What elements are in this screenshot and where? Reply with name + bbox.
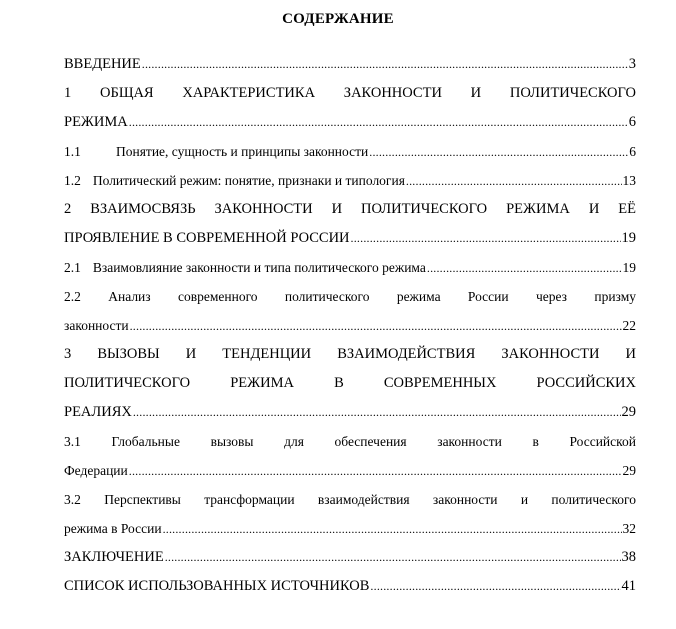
- dot-leader: [369, 138, 628, 167]
- toc-entry-section-3-1-line2[interactable]: [64, 456, 636, 485]
- dot-leader: [406, 167, 622, 196]
- page-title: СОДЕРЖАНИЕ: [282, 11, 394, 27]
- dot-leader: [142, 50, 628, 79]
- toc-entry-label: ЗАКЛЮЧЕНИЕ: [64, 549, 164, 565]
- toc-page-number: 38: [621, 549, 636, 565]
- toc-section-number: 1.1: [64, 144, 81, 159]
- toc-entry-chapter-1-line2[interactable]: [64, 108, 636, 137]
- table-of-contents: [64, 50, 636, 601]
- toc-entry-section-3-1-line1[interactable]: 3.1 Глобальные вызовы для обеспечения законности в Российской: [64, 434, 636, 449]
- dot-leader: [370, 572, 620, 601]
- toc-entry-label: РЕЖИМА: [64, 114, 128, 130]
- toc-entry-section-3-2-line2[interactable]: [64, 514, 636, 543]
- dot-leader: [133, 398, 621, 427]
- toc-entry-label: Политический режим: понятие, признаки и типология: [92, 173, 405, 188]
- toc-entry-section-1-1[interactable]: [64, 137, 636, 166]
- toc-entry-label: Понятие, сущность и принципы законности: [116, 144, 369, 159]
- toc-page-number: 3: [628, 56, 636, 72]
- toc-section-number: 2.1: [64, 260, 81, 275]
- toc-page-number: 29: [621, 404, 636, 420]
- toc-entry-section-1-2[interactable]: [64, 166, 636, 195]
- dot-leader: [129, 108, 628, 137]
- dot-leader: [351, 224, 621, 253]
- toc-page-number: 13: [622, 173, 636, 188]
- toc-entry-label: ПРОЯВЛЕНИЕ В СОВРЕМЕННОЙ РОССИИ: [64, 230, 350, 246]
- toc-entry-section-3-2-line1[interactable]: 3.2 Перспективы трансформации взаимодействия законности и политического: [64, 492, 636, 507]
- toc-entry-section-2-1[interactable]: [64, 253, 636, 282]
- toc-page-number: 6: [629, 144, 636, 159]
- toc-entry-chapter-2-line1[interactable]: 2 ВЗАИМОСВЯЗЬ ЗАКОННОСТИ И ПОЛИТИЧЕСКОГО РЕЖИМА И ЕЁ: [64, 201, 636, 217]
- toc-entry-chapter-1-line1[interactable]: 1 ОБЩАЯ ХАРАКТЕРИСТИКА ЗАКОННОСТИ И ПОЛИТИЧЕСКОГО: [64, 85, 636, 101]
- toc-page-number: 29: [622, 463, 636, 478]
- toc-entry-label: ВВЕДЕНИЕ: [64, 56, 141, 72]
- toc-entry-label: Федерации: [64, 463, 128, 478]
- toc-entry-section-2-2-line1[interactable]: 2.2 Анализ современного политического режима России через призму: [64, 289, 636, 304]
- toc-entry-section-2-2-line2[interactable]: [64, 311, 636, 340]
- toc-page-number: 22: [622, 318, 636, 333]
- toc-entry-introduction[interactable]: [64, 50, 636, 79]
- toc-entry-label: режима в России: [64, 521, 162, 536]
- toc-entry-chapter-3-line3[interactable]: [64, 398, 636, 427]
- toc-entry-label: законности: [64, 318, 129, 333]
- toc-entry-label: РЕАЛИЯХ: [64, 404, 132, 420]
- toc-entry-chapter-3-line2[interactable]: ПОЛИТИЧЕСКОГО РЕЖИМА В СОВРЕМЕННЫХ РОССИЙСКИХ: [64, 375, 636, 391]
- toc-entry-label: СПИСОК ИСПОЛЬЗОВАННЫХ ИСТОЧНИКОВ: [64, 578, 370, 594]
- toc-entry-references[interactable]: [64, 572, 636, 601]
- toc-page-number: 41: [621, 578, 636, 594]
- toc-page-number: 19: [622, 260, 636, 275]
- toc-page-number: 32: [622, 521, 636, 536]
- dot-leader: [130, 312, 622, 341]
- toc-entry-chapter-3-line1[interactable]: 3 ВЫЗОВЫ И ТЕНДЕНЦИИ ВЗАИМОДЕЙСТВИЯ ЗАКОННОСТИ И: [64, 346, 636, 362]
- toc-entry-conclusion[interactable]: [64, 543, 636, 572]
- toc-page-number: 19: [621, 230, 636, 246]
- toc-page-number: 6: [628, 114, 636, 130]
- toc-section-number: 1.2: [64, 173, 81, 188]
- dot-leader: [165, 543, 621, 572]
- toc-entry-label: Взаимовлияние законности и типа политического режима: [92, 260, 426, 275]
- dot-leader: [129, 457, 622, 486]
- toc-entry-chapter-2-line2[interactable]: [64, 224, 636, 253]
- dot-leader: [163, 515, 622, 544]
- dot-leader: [427, 254, 622, 283]
